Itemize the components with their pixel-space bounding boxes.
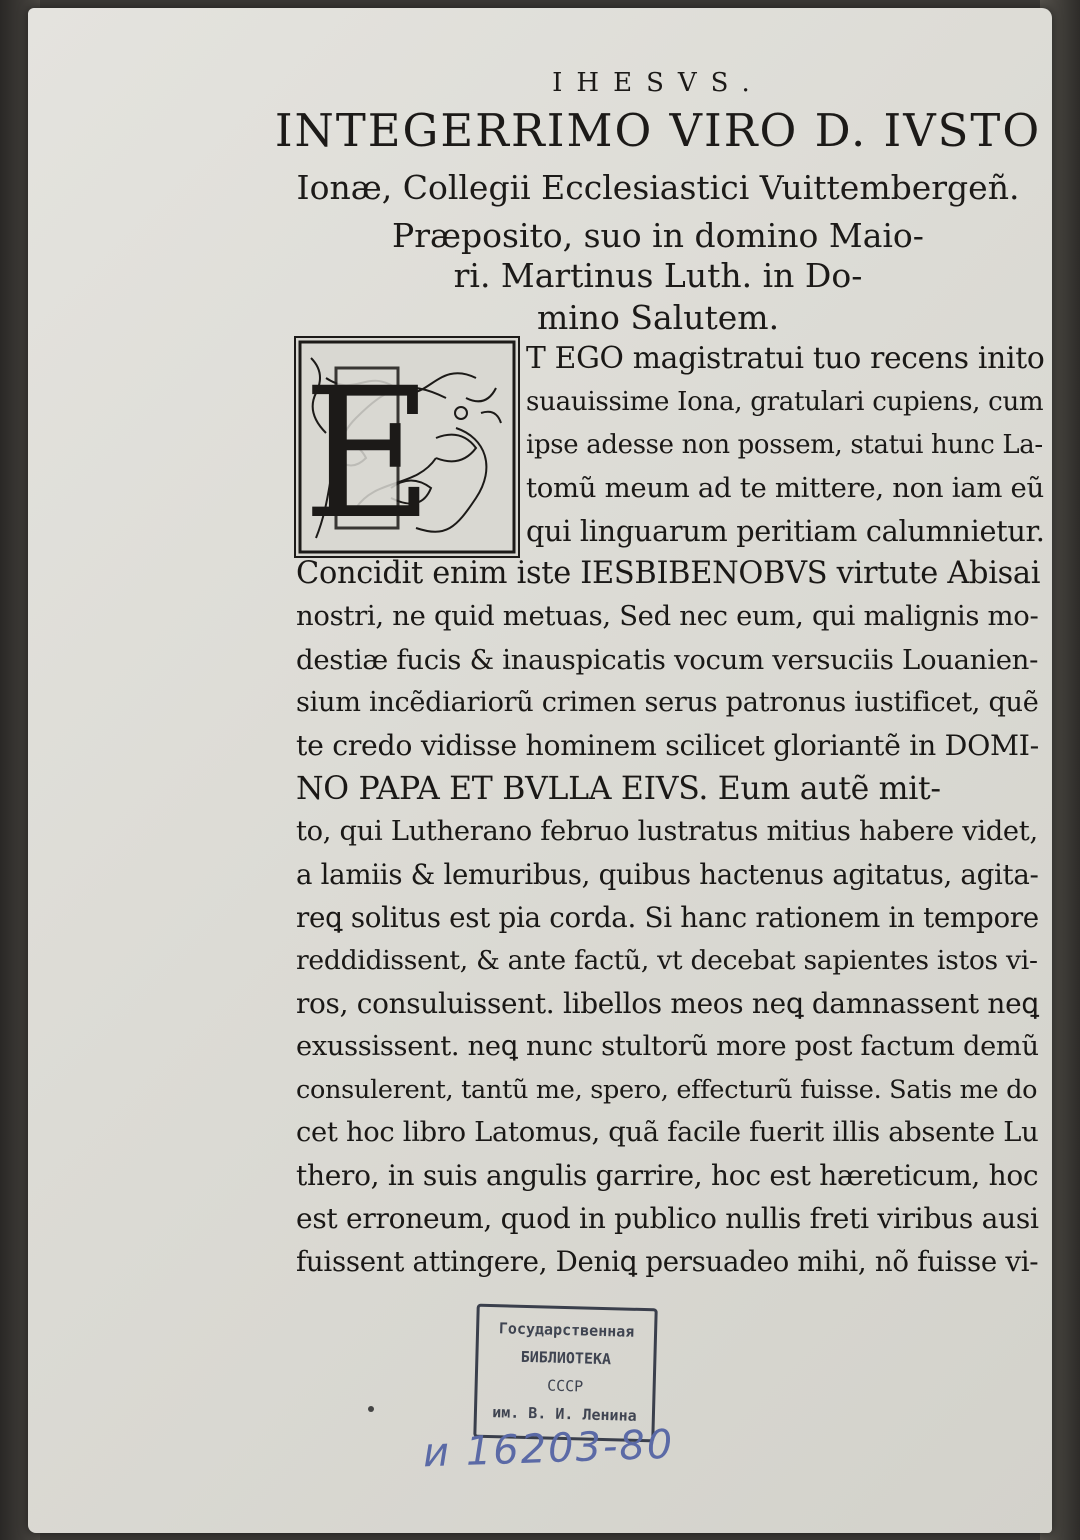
body-line-21: est erroneum, quod in publico nullis freti viribus ausi [296, 1202, 1039, 1235]
body-line-17: exussissent. neꝗ nunc stultorũ more post factum demũ [296, 1031, 1039, 1062]
heading-line-4: ri. Martinus Luth. in Do- [453, 256, 863, 295]
heading-line-2: Ionæ, Collegii Ecclesiastici Vuittembergeñ. [296, 168, 1020, 207]
initial-letter-glyph: E [302, 350, 434, 556]
stamp-line-1: Государственная [498, 1319, 635, 1341]
library-stamp [473, 1304, 657, 1443]
body-line-5: qui linguarum peritiam calumnietur. [526, 514, 1045, 548]
body-line-3: ipse adesse non possem, statui hunc La- [526, 430, 1043, 460]
decorated-initial-letter [294, 336, 520, 558]
body-line-7: nostri, ne quid metuas, Sed nec eum, qui malignis mo- [296, 601, 1039, 632]
heading-line-1: INTEGERRIMO VIRO D. IVSTO [274, 104, 1042, 157]
body-line-16: ros, consuluissent. libellos meos neꝗ damnassent neꝗ [296, 987, 1039, 1020]
body-line-12: to, qui Lutherano februo lustratus mitius habere videt, [296, 816, 1038, 847]
ornament-woodcut-icon [296, 338, 518, 556]
body-line-1: T EGO magistratui tuo recens inito [526, 341, 1045, 376]
body-line-2: suauissime Iona, gratulari cupiens, cum [526, 387, 1044, 417]
body-line-14: reꝗ solitus est pia corda. Si hanc rationem in tempore [296, 901, 1039, 934]
body-line-8: destiæ fucis & inauspicatis vocum versuciis Louanien- [296, 644, 1039, 676]
stamp-line-3: СССР [546, 1376, 584, 1396]
heading-line-3: Præposito, suo in domino Maio- [392, 216, 924, 255]
body-line-4: tomũ meum ad te mittere, non iam eũ [526, 472, 1044, 504]
body-line-20: thero, in suis angulis garrire, hoc est hæreticum, hoc [296, 1159, 1039, 1192]
body-line-11: NO PAPA ET BVLLA EIVS. Eum autẽ mit- [296, 771, 941, 807]
body-line-22: fuissent attingere, Deniꝗ persuadeo mihi, nõ fuisse vi- [296, 1245, 1039, 1278]
body-line-15: reddidissent, & ante factũ, vt decebat sapientes istos vi- [296, 945, 1038, 976]
body-line-19: cet hoc libro Latomus, quã facile fuerit illis absente Lu [296, 1117, 1039, 1148]
body-line-9: sium incẽdiariorũ crimen serus patronus iustificet, quẽ [296, 687, 1039, 718]
stamp-line-2: БИБЛИОТЕКА [520, 1347, 612, 1369]
heading-line-5: mino Salutem. [536, 298, 780, 337]
body-line-6: Concidit enim iste IESBIBENOBVS virtute Abisai [296, 556, 1041, 591]
shelfmark-handwritten: и 16203-80 [422, 1421, 676, 1477]
body-line-10: te credo vidisse hominem scilicet gloriantẽ in DOMI- [296, 729, 1039, 762]
heading-ihesus: IHESVS. [552, 68, 764, 98]
stamp-line-4: им. В. И. Ленина [491, 1403, 637, 1425]
book-page [28, 8, 1052, 1533]
body-line-13: a lamiis & lemuribus, quibus hactenus agitatus, agita- [296, 858, 1039, 891]
body-line-18: consulerent, tantũ me, spero, effecturũ fuisse. Satis me do [296, 1075, 1038, 1105]
ink-dot [368, 1406, 374, 1412]
